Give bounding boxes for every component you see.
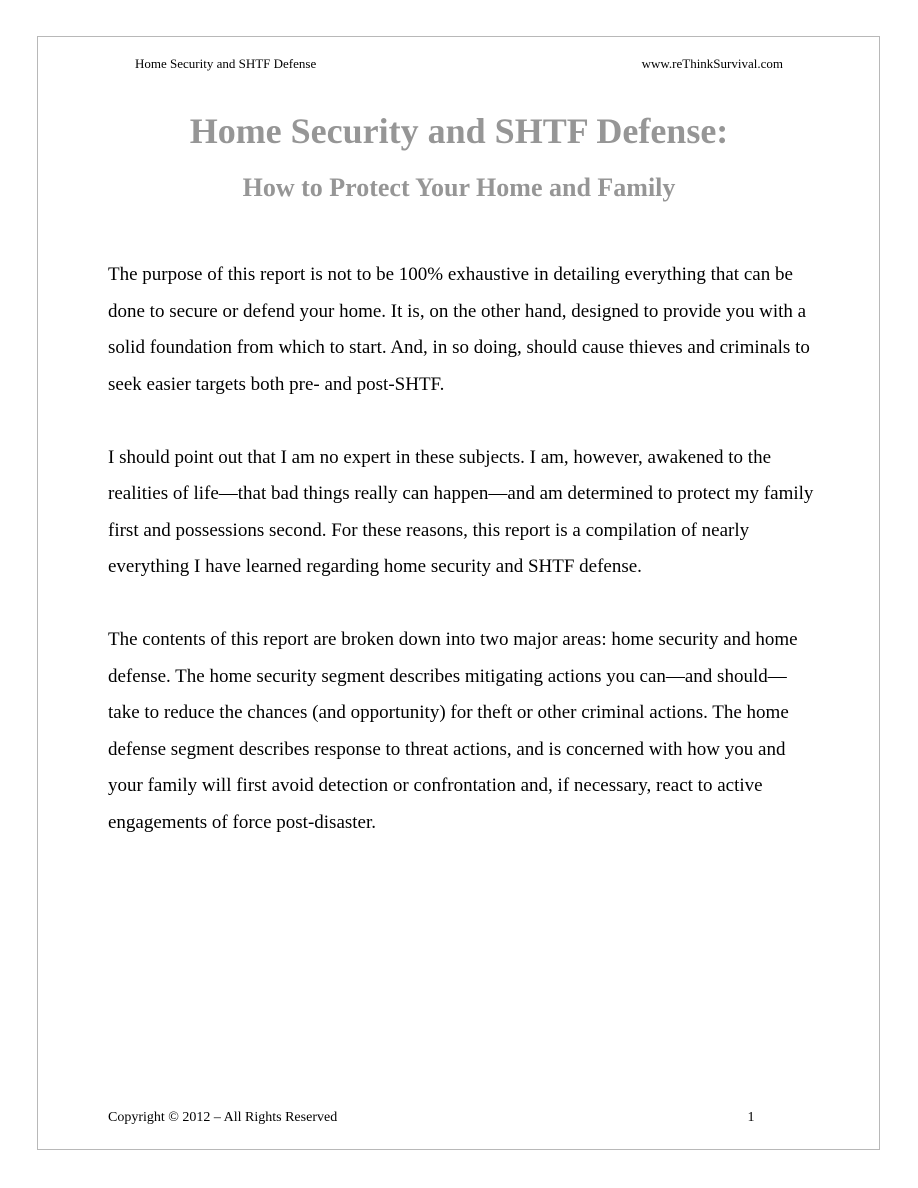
body-text xyxy=(108,257,818,878)
footer-copyright: Copyright © 2012 – All Rights Reserved xyxy=(108,1110,338,1125)
paragraph-purpose: The purpose of this report is not to be 100% exhaustive in detailing everything that can be done to secure or defend your home. It is, on the other hand, designed to provide you with a solid foundation from which to start. And, in so doing, should cause thieves and criminals to seek easier targets both pre- and post-SHTF. xyxy=(108,264,810,395)
document-title: Home Security and SHTF Defense: xyxy=(189,111,729,151)
page-number: 1 xyxy=(747,1110,755,1125)
running-header-website: www.reThinkSurvival.com xyxy=(641,56,783,71)
paragraph-contents: The contents of this report are broken down into two major areas: home security and home defense. The home security segment describes mitigating actions you can—and should—take to reduce the chances (and opportunity) for theft or other criminal actions. The home defense segment describes response to threat actions, and is concerned with how you and your family will first avoid detection or confrontation and, if necessary, react to active engagements of force post-disaster. xyxy=(108,629,798,833)
paragraph-disclaimer: I should point out that I am no expert in these subjects. I am, however, awakened to the realities of life—that bad things really can happen—and am determined to protect my family first and possessions second. For these reasons, this report is a compilation of nearly everything I have learned regarding home security and SHTF defense. xyxy=(108,446,814,577)
running-header-title: Home Security and SHTF Defense xyxy=(135,56,317,71)
document-subtitle: How to Protect Your Home and Family xyxy=(242,173,676,202)
